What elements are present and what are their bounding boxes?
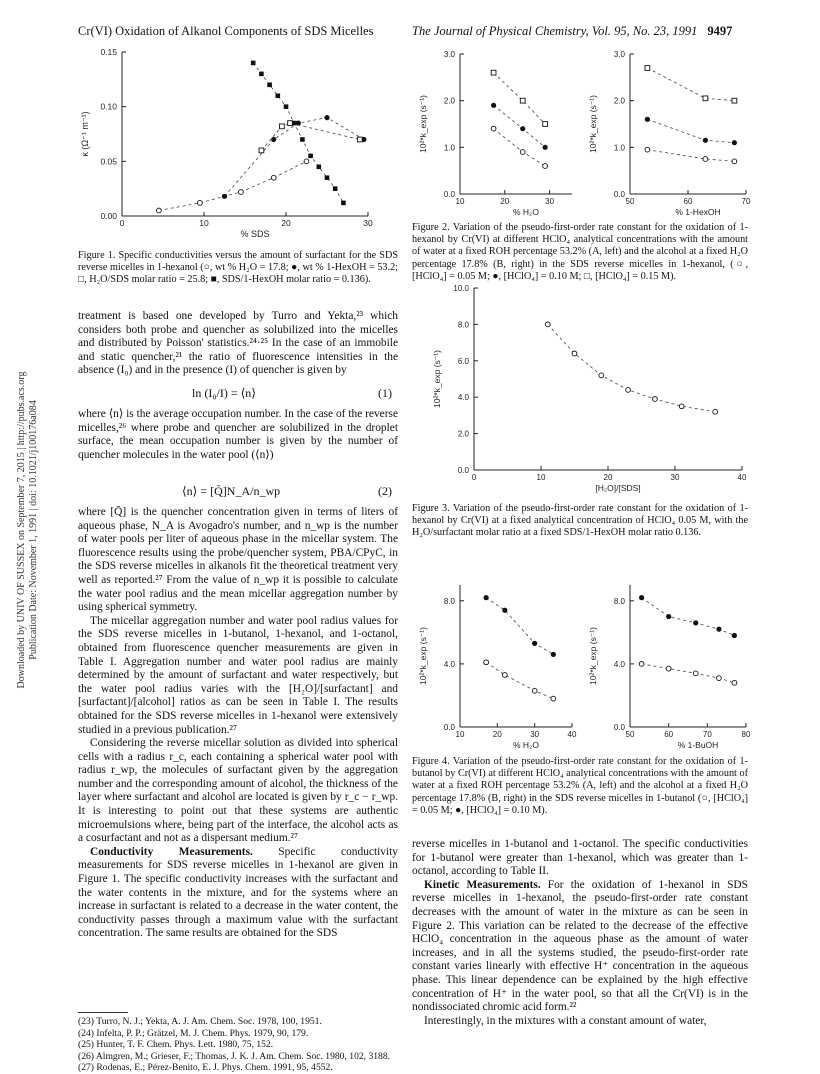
series-trend-line: [225, 118, 364, 197]
data-point-open-square: [645, 66, 650, 71]
paragraph: reverse micelles in 1-butanol and 1-octanol. The specific conductivities for 1-butanol were greater than 1-hexanol, which was greater than 1-octanol, according to Table II.: [412, 838, 748, 878]
data-point-open-circle: [666, 666, 671, 671]
data-point-filled-circle: [716, 627, 721, 632]
x-tick-label: 70: [741, 197, 751, 206]
data-point-open-square: [280, 124, 285, 129]
x-tick-label: 70: [702, 730, 712, 739]
data-point-filled-circle: [639, 595, 644, 600]
data-point-open-circle: [545, 322, 550, 327]
reference-26: (26) Almgren, M.; Grieser, F.; Thomas, J. K. J. Am. Chem. Soc. 1980, 102, 3188.: [78, 1050, 391, 1062]
data-point-filled-square: [308, 154, 313, 159]
y-tick-label: 8.0: [457, 320, 469, 330]
y-axis-label: 10²*k_exp (s⁻¹): [418, 95, 428, 153]
series-trend-line: [486, 662, 553, 698]
data-point-open-circle: [693, 671, 698, 676]
y-tick-label: 8.0: [443, 596, 455, 606]
x-tick-label: 10: [455, 197, 465, 206]
data-point-filled-circle: [271, 137, 276, 142]
left-column-text-1: [78, 310, 398, 378]
data-point-open-circle: [543, 164, 548, 169]
data-point-open-circle: [520, 150, 525, 155]
y-axis-label: κ (Ω⁻¹ m⁻¹): [80, 111, 90, 157]
series-trend-line: [494, 73, 545, 124]
x-tick-label: 60: [683, 197, 693, 206]
y-axis-label: 10²*k_exp (s⁻¹): [432, 350, 442, 408]
reference-25: (25) Hunter, T. F. Chem. Phys. Lett. 1980, 75, 152.: [78, 1039, 274, 1051]
data-point-filled-square: [259, 72, 264, 77]
data-point-open-circle: [599, 373, 604, 378]
series-trend-line: [159, 161, 307, 210]
series-trend-line: [261, 123, 359, 150]
x-tick-label: 0: [119, 218, 125, 228]
reference-27: (27) Rodenas, E.; Pérez-Benito, E. J. Phys. Chem. 1991, 95, 4552.: [78, 1062, 333, 1074]
paragraph: Considering the reverse micellar solution as divided into spherical cells with a radius r_c, each containing a spherical water pool with radius r_wp, the molecules of surfactant given by the aggregation number and the corresponding amount of alcohol, the thickness of the layer where surfactant and alcohol are located is given by r_c − r_wp. It is interesting to point out that these systems are authentic microemulsions where, being part of the interface, the alcohol acts as a cosurfactant and not as a dispersant medium.²⁷: [78, 737, 398, 845]
series-trend-line: [253, 63, 343, 203]
data-point-filled-circle: [324, 115, 329, 120]
data-point-open-square: [357, 137, 362, 142]
y-axis-label: 10²*k_exp (s⁻¹): [588, 627, 598, 685]
y-tick-label: 4.0: [443, 659, 455, 669]
x-axis-label: % SDS: [240, 229, 270, 239]
y-tick-label: 3.0: [443, 50, 455, 59]
equation-2-number: (2): [378, 484, 392, 498]
data-point-filled-circle: [551, 652, 556, 657]
y-tick-label: 0.0: [613, 190, 625, 199]
paragraph: [78, 846, 398, 941]
data-point-filled-circle: [222, 194, 227, 199]
paragraph: Interestingly, in the mixtures with a constant amount of water,: [424, 1014, 707, 1027]
data-point-open-circle: [491, 126, 496, 131]
download-notice: [6, 371, 50, 689]
data-point-filled-circle: [732, 140, 737, 145]
reference-23: (23) Turro, N. J.; Yekta, A. J. Am. Chem. Soc. 1978, 100, 1951.: [78, 1016, 322, 1027]
series-trend-line: [647, 150, 734, 162]
x-tick-label: 50: [625, 197, 635, 206]
data-point-open-circle: [502, 673, 507, 678]
paragraph: treatment is based one developed by Turro and Yekta,²³ which considers both probe and quencher as solubilized into the micelles and distributed by Poisson' statistics.²⁴·²⁵ In the case of an immobile and static quencher,²¹ the ratio of fluorescence intensities in the absence (I₀) and in the presence (I) of quencher is given by: [78, 310, 398, 377]
figure-4a-chart: [412, 575, 582, 753]
paragraph: The micellar aggregation number and water pool radius values for the SDS reverse micelles in 1-butanol, 1-hexanol, and 1-octanol, obtained from fluorescence quencher measurements are given in Table I. Aggregation number and water pool radius are mainly determined by the amount of surfactant and water respectively, but the water pool radius varies with the [H₂O]/[surfactant] and [surfactant]/[alcohol] ratios as can be seen in Table I. The results obtained for the SDS reverse micelles in 1-hexanol were extensively studied in a previous publication.²⁷: [78, 614, 398, 736]
x-tick-label: 60: [664, 730, 674, 739]
data-point-filled-square: [276, 93, 281, 98]
references: [78, 1016, 398, 1074]
data-point-open-square: [543, 122, 548, 127]
series-trend-line: [494, 105, 545, 147]
download-notice-line2: Publication Date: November 1, 1991 | doi: 10.1021/j100176a084: [28, 400, 39, 660]
equation-1-number: (1): [378, 386, 392, 400]
y-tick-label: 0.05: [100, 156, 117, 167]
data-point-open-circle: [271, 175, 276, 180]
equation-1: ln (I₀/I) = ⟨n⟩: [192, 386, 256, 400]
download-notice-line1: Downloaded by UNIV OF SUSSEX on September 7, 2015 | http://pubs.acs.org: [16, 371, 27, 689]
x-tick-label: 30: [530, 730, 540, 739]
series-trend-line: [494, 129, 545, 166]
figure-2a-chart: [412, 44, 582, 220]
data-point-filled-square: [325, 175, 330, 180]
y-tick-label: 0.0: [443, 190, 455, 199]
data-point-open-circle: [157, 208, 162, 213]
x-tick-label: 30: [670, 473, 680, 482]
x-tick-label: 20: [500, 197, 510, 206]
data-point-open-circle: [713, 409, 718, 414]
y-tick-label: 2.0: [613, 96, 625, 106]
running-header-title: Cr(VI) Oxidation of Alkanol Components of SDS Micelles: [78, 24, 374, 38]
data-point-filled-circle: [502, 608, 507, 613]
data-point-open-square: [259, 148, 264, 153]
data-point-filled-circle: [484, 595, 489, 600]
data-point-filled-square: [267, 83, 272, 88]
x-tick-label: 20: [603, 473, 613, 482]
x-tick-label: 40: [737, 473, 747, 482]
paragraph-text: For the oxidation of 1-hexanol in SDS reverse micelles in 1-hexanol, the pseudo-first-order rate constant decreases with the amount of water in the mixture as can be seen in Figure 2. This variation can be related to the decrease of the effective HClO₄ concentration in the aqueous phase as the amount of water increases, and in all the systems studied, the pseudo-first-order rate constant varies linearly with effective H⁺ concentration in the aqueous phase. This linear dependence can be explained by the high effective concentration of H⁺ in the water pool, so that all the Cr(VI) is in the nondissociated chromic acid form.²²: [412, 878, 748, 1014]
figure-2b-chart: [582, 44, 754, 220]
data-point-open-square: [520, 98, 525, 103]
data-point-filled-circle: [543, 145, 548, 150]
data-point-filled-circle: [520, 126, 525, 131]
x-axis-label: % H₂O: [513, 207, 539, 217]
data-point-filled-square: [317, 165, 322, 170]
paragraph: where [Q̄] is the quencher concentration given in terms of liters of aqueous phase, N_A is Avogadro's number, and n_wp is the number of water pools per liter of aqueous phase in the micellar system. The fluorescence results using the probe/quencher system, PBA/CPyC, in the SDS reverse micelles in alkanols fit the theoretical treatment very well as reported.²⁷ From the value of n_wp it is possible to calculate the water pool radius and the mean micellar aggregation number by using spherical symmetry.: [78, 506, 398, 614]
paragraph: where ⟨n⟩ is the average occupation number. In the case of the reverse micelles,²⁶ where probe and quencher are solubilized in the droplet surface, the mean occupation number is given by the number of quencher molecules in the water pool (⟨n⟩): [78, 408, 398, 461]
figure-1-caption: Figure 1. Specific conductivities versus the amount of surfactant for the SDS reverse micelles in 1-hexanol (○, wt % H₂O = 17.8; ●, wt % 1-HexOH = 53.2; □, H₂O/SDS molar ratio = 25.8; ■, SDS/1-HexOH molar ratio = 0.136).: [78, 250, 398, 286]
y-tick-label: 4.0: [457, 393, 469, 403]
x-tick-label: 80: [741, 730, 751, 739]
data-point-open-circle: [639, 661, 644, 666]
y-tick-label: 2.0: [457, 429, 469, 439]
data-point-filled-square: [251, 61, 256, 66]
y-axis-label: 10²*k_exp (s⁻¹): [418, 627, 428, 685]
x-tick-label: 20: [281, 218, 291, 228]
data-point-open-circle: [703, 157, 708, 162]
footnote-rule: [78, 1012, 128, 1013]
x-tick-label: 0: [471, 473, 477, 482]
data-point-filled-square: [333, 186, 338, 191]
y-tick-label: 0.10: [100, 101, 117, 112]
x-axis-label: % 1-HexOH: [675, 207, 721, 217]
figure-3-caption: Figure 3. Variation of the pseudo-first-order rate constant for the oxidation of 1-hexanol by Cr(VI) at a fixed analytical concentration of HClO₄ 0.05 M, with the H₂O/surfactant molar ratio at a fixed SDS/1-HexOH molar ratio 0.136.: [412, 503, 748, 539]
section-heading-kinetic: Kinetic Measurements.: [424, 878, 541, 891]
data-point-filled-circle: [693, 620, 698, 625]
data-point-open-circle: [645, 147, 650, 152]
x-axis-label: [H₂O]/[SDS]: [595, 483, 641, 493]
figure-3-chart: [424, 280, 754, 500]
series-trend-line: [647, 68, 734, 101]
x-tick-label: 50: [625, 730, 635, 739]
data-point-open-circle: [304, 159, 309, 164]
x-tick-label: 40: [567, 730, 577, 739]
paragraph: [412, 879, 748, 1015]
data-point-open-square: [288, 121, 293, 126]
x-tick-label: 10: [199, 218, 209, 228]
data-point-filled-circle: [532, 641, 537, 646]
data-point-filled-square: [341, 201, 346, 206]
paragraph-text: Specific conductivity measurements for SDS reverse micelles in 1-hexanol are given in Figure 1. The specific conductivity increases with the surfactant and the water contents in the mixture, and for the systems where an increase in surfactant is related to a decrease in the water content, the conductivity passes through a maximum value with the surfactant concentration. The same results are obtained for the SDS: [78, 845, 398, 940]
data-point-open-circle: [572, 351, 577, 356]
data-point-open-square: [732, 98, 737, 103]
y-tick-label: 0.15: [100, 47, 117, 57]
data-point-open-circle: [239, 190, 244, 195]
y-tick-label: 0.0: [443, 723, 455, 732]
data-point-open-circle: [732, 680, 737, 685]
data-point-open-circle: [551, 696, 556, 701]
y-tick-label: 2.0: [443, 96, 455, 106]
series-trend-line: [548, 324, 716, 411]
y-tick-label: 4.0: [613, 659, 625, 669]
data-point-open-circle: [532, 688, 537, 693]
series-trend-line: [647, 119, 734, 142]
x-tick-label: 30: [545, 197, 555, 206]
data-point-open-circle: [717, 676, 722, 681]
figure-1-chart: [78, 44, 378, 250]
y-tick-label: 0.00: [100, 211, 117, 221]
x-axis-label: % H₂O: [513, 740, 539, 750]
right-column-text: [412, 838, 748, 1028]
y-tick-label: 1.0: [443, 143, 455, 153]
figure-4b-chart: [582, 575, 754, 753]
left-column-text-3: [78, 506, 398, 941]
reference-24: (24) Infelta, P. P.; Grätzel, M. J. Chem. Phys. 1979, 90, 179.: [78, 1027, 309, 1039]
equation-2: ⟨n⟩ = [Q̄]N_A/n_wp: [182, 484, 281, 498]
data-point-open-circle: [732, 159, 737, 164]
data-point-filled-circle: [645, 117, 650, 122]
y-tick-label: 1.0: [613, 143, 625, 153]
y-tick-label: 10.0: [453, 284, 469, 293]
data-point-filled-square: [292, 121, 297, 126]
data-point-filled-circle: [666, 614, 671, 619]
running-header-journal: [412, 24, 732, 39]
data-point-filled-square: [300, 137, 305, 142]
data-point-filled-circle: [491, 103, 496, 108]
data-point-filled-circle: [732, 633, 737, 638]
data-point-open-square: [703, 96, 708, 101]
figure-2-caption: Figure 2. Variation of the pseudo-first-order rate constant for the oxidation of 1-hexanol by Cr(VI) at different HClO₄ analytical concentrations with the amount of water at a fixed ROH percentage 53.2% (A, left) and the alcohol at a fixed H₂O percentage 17.8% (B, right) in the SDS reverse micelles in 1-hexanol, (○, [HClO₄] = 0.05 M; ●, [HClO₄] = 0.10 M; □, [HClO₄] = 0.15 M).: [412, 222, 748, 282]
data-point-open-circle: [198, 200, 203, 205]
x-axis-label: % 1-BuOH: [677, 740, 719, 750]
data-point-open-square: [491, 70, 496, 75]
x-tick-label: 10: [455, 730, 465, 739]
data-point-open-circle: [484, 660, 489, 665]
x-tick-label: 10: [536, 473, 546, 482]
x-tick-label: 30: [363, 218, 373, 228]
journal-citation: The Journal of Physical Chemistry, Vol. 95, No. 23, 1991: [412, 24, 698, 38]
data-point-open-circle: [626, 388, 631, 393]
page-number: 9497: [707, 24, 733, 38]
x-tick-label: 20: [492, 730, 502, 739]
data-point-open-circle: [653, 397, 658, 402]
figure-4-caption: Figure 4. Variation of the pseudo-first-order rate constant for the oxidation of 1-butanol by Cr(VI) at different HClO₄ analytical concentrations with the amount of water at a fixed ROH percentage 53.2% (A, left) and the alcohol at a fixed H₂O percentage 17.8% (B, right) in the SDS reverse micelles in 1-butanol (○, [HClO₄] = 0.05 M; ●, [HClO₄] = 0.10 M).: [412, 756, 748, 816]
y-tick-label: 3.0: [613, 50, 625, 59]
y-tick-label: 6.0: [457, 356, 469, 366]
data-point-filled-square: [284, 104, 289, 109]
data-point-open-circle: [679, 404, 684, 409]
series-trend-line: [486, 598, 553, 655]
data-point-filled-circle: [703, 138, 708, 143]
y-tick-label: 8.0: [613, 596, 625, 606]
section-heading-conductivity: Conductivity Measurements.: [90, 845, 253, 858]
y-tick-label: 0.0: [457, 466, 469, 475]
left-column-text-2: [78, 408, 398, 462]
y-tick-label: 0.0: [613, 723, 625, 732]
y-axis-label: 10²*k_exp (s⁻¹): [588, 95, 598, 153]
